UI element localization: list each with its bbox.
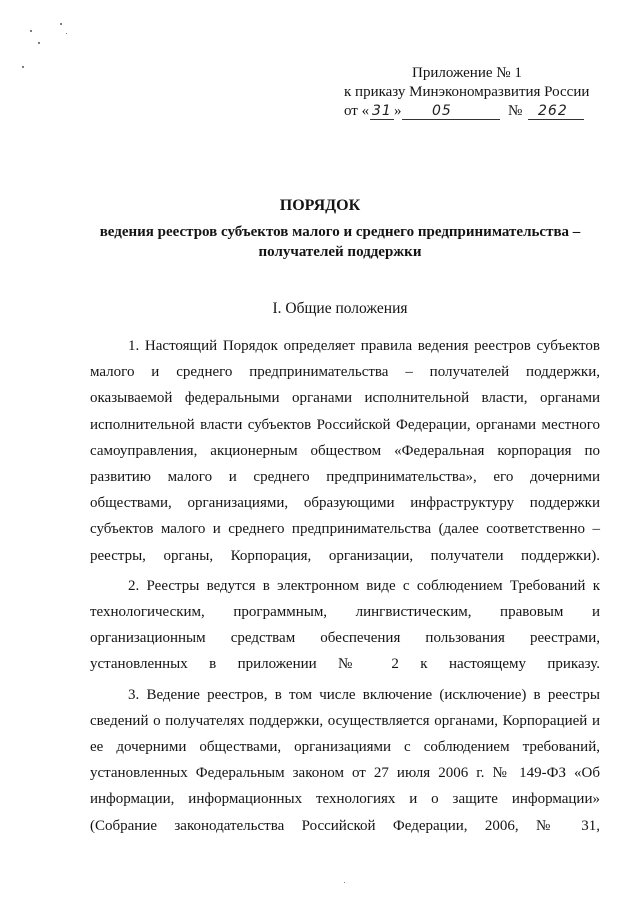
annex-order-reference: к приказу Минэкономразвития России — [344, 84, 590, 100]
number-underline — [528, 119, 584, 120]
scan-speck — [66, 33, 67, 34]
scan-speck — [22, 66, 24, 68]
document-body — [90, 333, 600, 843]
paragraph-3: 3. Ведение реестров, в том числе включение (исключение) в реестры сведений о получателях поддержки, осуществляется органами, Корпорацией и ее дочерними обществами, организациями с соблюдением требований, установленных Федеральным законом от 27 июля 2006 г. № 149-ФЗ «Об информации, информационных технологиях и о защите информации» (Собрание законодательства Российской Федерации, 2006, № 31, — [90, 686, 600, 834]
annex-date-line — [344, 102, 604, 124]
date-prefix: от « — [344, 103, 370, 119]
scan-speck — [30, 30, 32, 32]
date-close-quote: » — [394, 103, 402, 119]
day-underline — [370, 119, 394, 120]
document-subtitle: ведения реестров субъектов малого и среднего предпринимательства – получателей поддержки — [99, 224, 581, 260]
document-title: ПОРЯДОК — [279, 197, 361, 214]
scan-speck — [38, 42, 40, 44]
annex-title: Приложение № 1 — [412, 65, 522, 81]
paragraph-1: 1. Настоящий Порядок определяет правила ведения реестров субъектов малого и среднего предпринимательства – получателей поддержки, оказываемой федеральными органами исполнительной власти, органами исполнительной власти субъектов Российской Федерации, органами местного самоуправления, акционерным обществом «Федеральная корпорация по развитию малого и среднего предпринимательства», его дочерними обществами, организациями, образующими инфраструктуру поддержки субъектов малого и среднего предпринимательства (далее соответственно – реестры, органы, Корпорация, организации, получатели поддержки). — [90, 338, 600, 564]
scan-speck — [60, 23, 62, 25]
scan-speck — [344, 882, 345, 883]
date-month: 05 — [432, 103, 452, 119]
order-number: 262 — [538, 103, 568, 119]
number-label: № — [508, 103, 523, 119]
month-underline — [402, 119, 500, 120]
paragraph-2: 2. Реестры ведутся в электронном виде с соблюдением Требований к технологическим, программным, лингвистическим, правовым и организационным средствам обеспечения пользования реестрами, установленных в приложении № 2 к настоящему приказу. — [90, 577, 600, 673]
date-day: 31 — [372, 103, 392, 119]
annex-header — [344, 64, 604, 124]
section-heading: I. Общие положения — [272, 300, 408, 317]
